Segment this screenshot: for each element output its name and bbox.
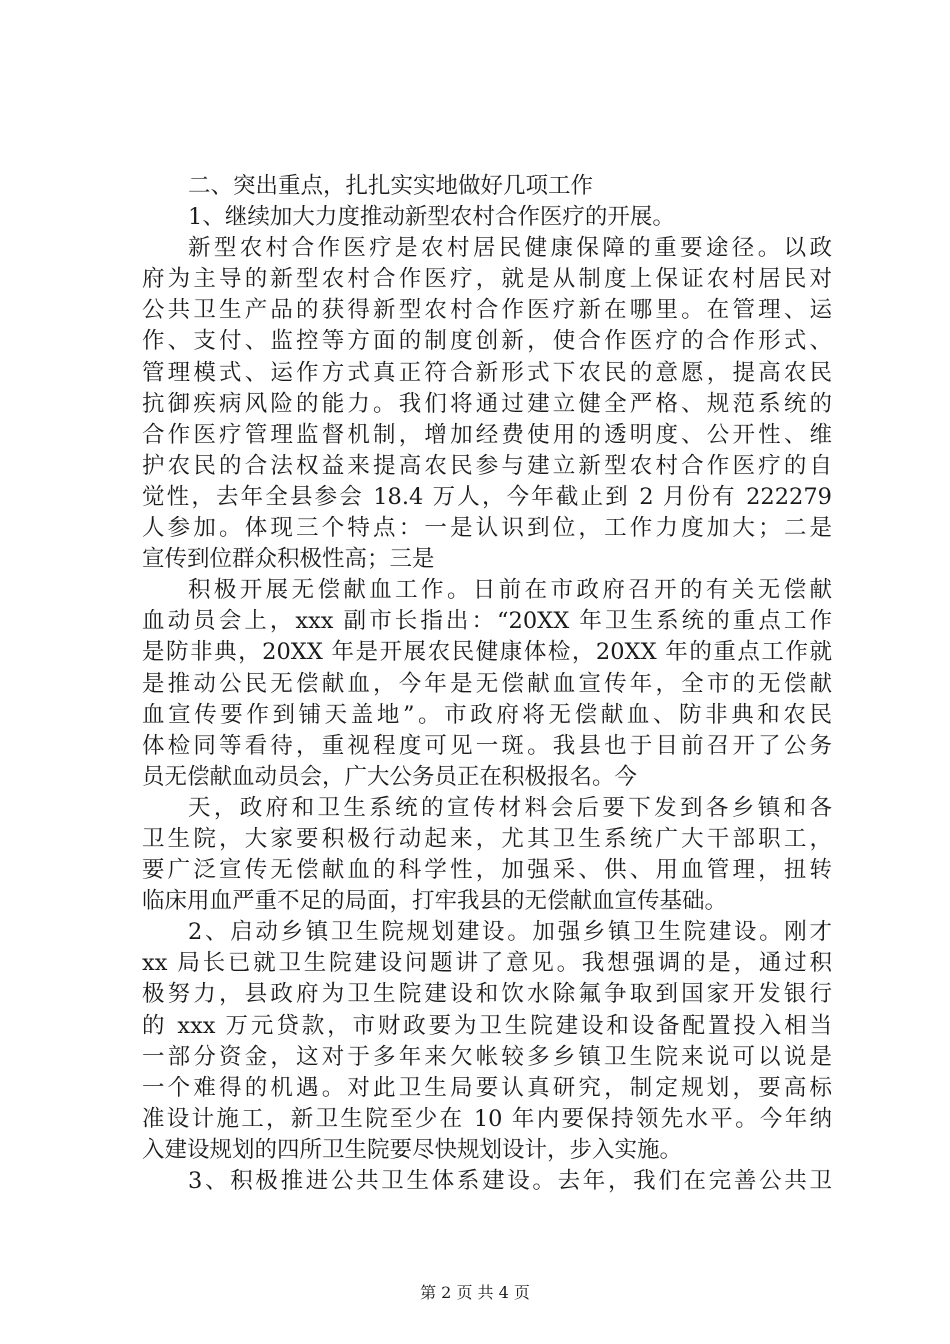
text-line: 公共卫生产品的获得新型农村合作医疗新在哪里。在管理、运 [142, 297, 832, 324]
text-line: 管理模式、运作方式真正符合新形式下农民的意愿，提高农民 [142, 359, 832, 386]
text-line: 天，政府和卫生系统的宣传材料会后要下发到各乡镇和各 [188, 794, 832, 821]
text-line: 卫生院，大家要积极行动起来，尤其卫生系统广大干部职工， [142, 825, 832, 852]
text-line: 准设计施工，新卫生院至少在 10 年内要保持领先水平。今年纳 [142, 1105, 832, 1132]
page-footer [0, 1283, 950, 1303]
text-line: 血动员会上，xxx 副市长指出：“20XX 年卫生系统的重点工作 [142, 608, 832, 635]
text-line: 体检同等看待，重视程度可见一斑。我县也于目前召开了公务 [142, 732, 832, 759]
text-line: 是推动公民无偿献血，今年是无偿献血宣传年，全市的无偿献 [142, 670, 832, 697]
text-line: 的 xxx 万元贷款，市财政要为卫生院建设和设备配置投入相当 [142, 1012, 832, 1039]
text-line: 是防非典，20XX 年是开展农民健康体检，20XX 年的重点工作就 [142, 639, 832, 666]
text-line: 合作医疗管理监督机制，增加经费使用的透明度、公开性、维 [142, 421, 832, 448]
text-line: 临床用血严重不足的局面，打牢我县的无偿献血宣传基础。 [142, 888, 728, 915]
text-line: 入建设规划的四所卫生院要尽快规划设计，步入实施。 [142, 1136, 683, 1163]
text-line: 要广泛宣传无偿献血的科学性，加强采、供、用血管理，扭转 [142, 857, 832, 884]
text-line: 护农民的合法权益来提高农民参与建立新型农村合作医疗的自 [142, 452, 832, 479]
text-line: xx 局长已就卫生院建设问题讲了意见。我想强调的是，通过积 [142, 950, 832, 977]
text-line: 二、突出重点，扎扎实实地做好几项工作 [188, 173, 594, 199]
text-line: 抗御疾病风险的能力。我们将通过建立健全严格、规范系统的 [142, 390, 832, 417]
text-line: 极努力，县政府为卫生院建设和饮水除氟争取到国家开发银行 [142, 981, 832, 1008]
text-line: 宣传到位群众积极性高；三是 [142, 546, 435, 573]
text-line: 作、支付、监控等方面的制度创新，使合作医疗的合作形式、 [142, 328, 832, 355]
text-line: 3、积极推进公共卫生体系建设。去年，我们在完善公共卫 [188, 1168, 832, 1194]
text-line: 一部分资金，这对于多年来欠帐较多乡镇卫生院来说可以说是 [142, 1043, 832, 1070]
document-body [142, 171, 832, 1197]
text-line: 2、启动乡镇卫生院规划建设。加强乡镇卫生院建设。刚才 [188, 919, 832, 946]
text-line: 积极开展无偿献血工作。日前在市政府召开的有关无偿献 [188, 577, 832, 604]
text-line: 新型农村合作医疗是农村居民健康保障的重要途径。以政 [188, 235, 832, 262]
text-line: 1、继续加大力度推动新型农村合作医疗的开展。 [188, 204, 675, 231]
text-line: 一个难得的机遇。对此卫生局要认真研究，制定规划，要高标 [142, 1074, 832, 1101]
text-line: 员无偿献血动员会，广大公务员正在积极报名。今 [142, 763, 638, 790]
text-line: 血宣传要作到铺天盖地”。市政府将无偿献血、防非典和农民 [142, 701, 832, 728]
page-number: 第 2 页 共 4 页 [420, 1283, 530, 1302]
text-line: 人参加。体现三个特点：一是认识到位，工作力度加大；二是 [142, 515, 832, 542]
text-line: 府为主导的新型农村合作医疗，就是从制度上保证农村居民对 [142, 266, 832, 293]
text-line: 觉性，去年全县参会 18.4 万人，今年截止到 2 月份有 222279 [142, 483, 832, 510]
